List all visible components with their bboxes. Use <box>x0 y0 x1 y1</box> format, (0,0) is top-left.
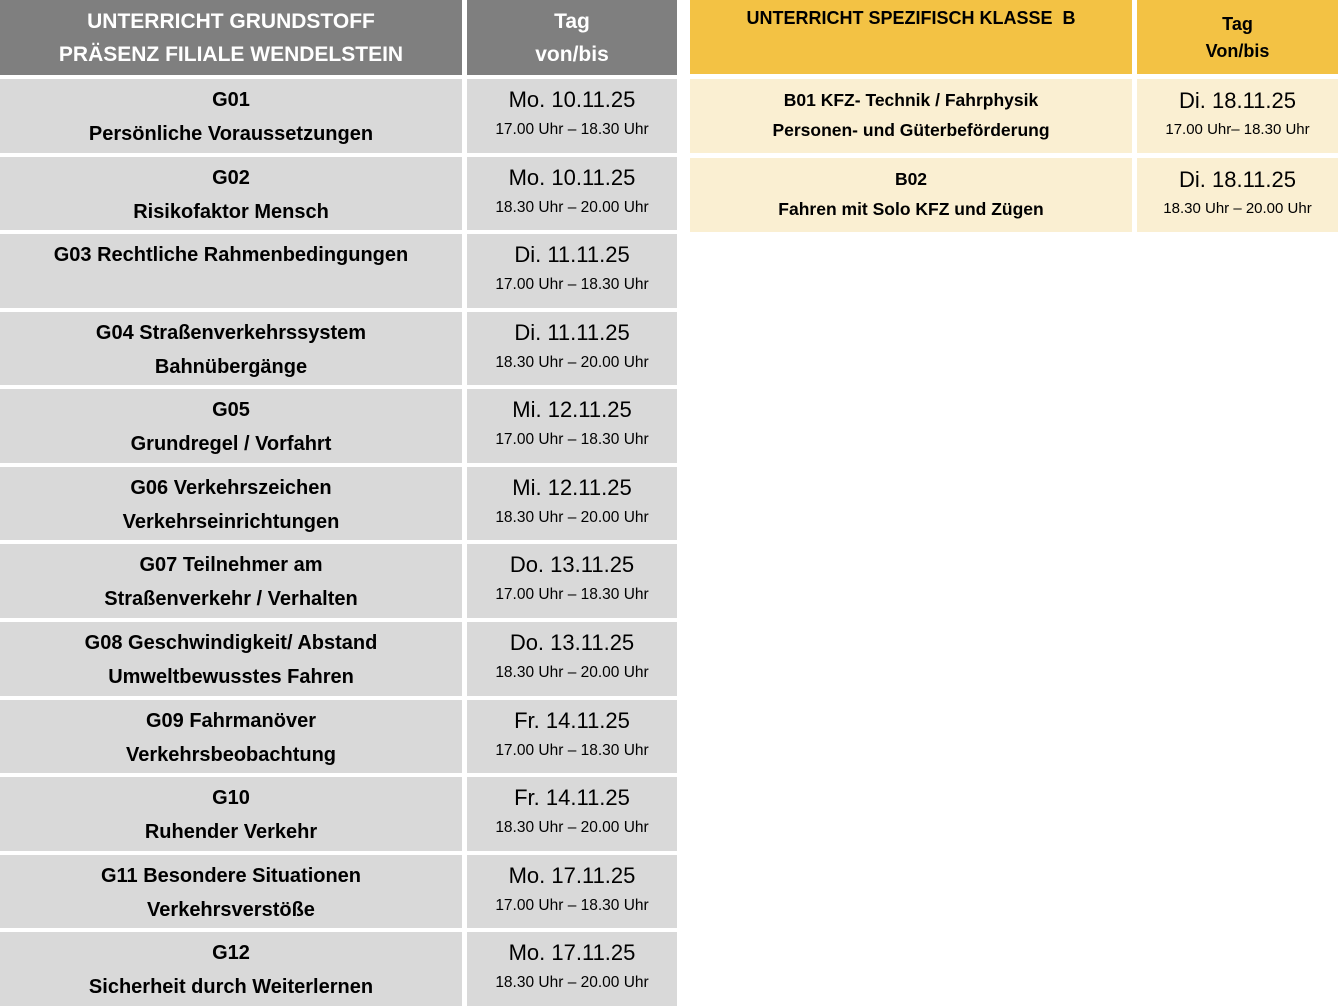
lesson-date-cell: Mo. 17.11.25 18.30 Uhr – 20.00 Uhr <box>467 932 677 1006</box>
table-row-b02 <box>690 158 1338 232</box>
lesson-topic-cell: G12 Sicherheit durch Weiterlernen <box>0 932 462 1006</box>
klasse-b-table <box>690 0 1338 232</box>
grundstoff-title-line2: PRÄSENZ FILIALE WENDELSTEIN <box>58 42 404 66</box>
table-row-g11 <box>0 855 677 929</box>
table-row-g06 <box>0 467 677 541</box>
table-row-g08 <box>0 622 677 696</box>
lesson-topic-cell: G11 Besondere Situationen Verkehrsverstöße <box>0 855 462 929</box>
grundstoff-title-line1: UNTERRICHT GRUNDSTOFF <box>87 9 375 33</box>
lesson-date-cell: Di. 11.11.25 17.00 Uhr – 18.30 Uhr <box>467 234 677 308</box>
lesson-topic-cell: G06 Verkehrszeichen Verkehrseinrichtungen <box>0 467 462 541</box>
lesson-date-cell: Mo. 10.11.25 18.30 Uhr – 20.00 Uhr <box>467 157 677 231</box>
table-row-g04 <box>0 312 677 386</box>
table-row-g12 <box>0 932 677 1006</box>
lesson-topic-cell: G10 Ruhender Verkehr <box>0 777 462 851</box>
lesson-topic-cell: B01 KFZ- Technik / Fahrphysik Personen- und Güterbeförderung <box>690 79 1132 153</box>
table-row-g09 <box>0 700 677 774</box>
grundstoff-table-header <box>0 0 677 75</box>
table-row-g03 <box>0 234 677 308</box>
table-row-g01 <box>0 79 677 153</box>
klasse-b-header-day-cell <box>1137 0 1338 74</box>
lesson-date-cell: Mo. 17.11.25 17.00 Uhr – 18.30 Uhr <box>467 855 677 929</box>
lesson-topic-cell: G09 Fahrmanöver Verkehrsbeobachtung <box>0 700 462 774</box>
table-row-g05 <box>0 389 677 463</box>
lesson-date-cell: Do. 13.11.25 18.30 Uhr – 20.00 Uhr <box>467 622 677 696</box>
grundstoff-day-header-line2: von/bis <box>535 42 609 66</box>
lesson-date-cell: Di. 18.11.25 17.00 Uhr– 18.30 Uhr <box>1137 79 1338 153</box>
lesson-topic-cell: G04 Straßenverkehrssystem Bahnübergänge <box>0 312 462 386</box>
klasse-b-header-title-cell <box>690 0 1132 74</box>
lesson-date-cell: Fr. 14.11.25 17.00 Uhr – 18.30 Uhr <box>467 700 677 774</box>
klasse-b-day-header-line2: Von/bis <box>1205 41 1270 61</box>
lesson-date-cell: Mi. 12.11.25 17.00 Uhr – 18.30 Uhr <box>467 389 677 463</box>
klasse-b-table-header <box>690 0 1338 74</box>
lesson-topic-cell: G01 Persönliche Voraussetzungen <box>0 79 462 153</box>
lesson-topic-cell: G07 Teilnehmer am Straßenverkehr / Verhalten <box>0 544 462 618</box>
lesson-topic-cell: G03 Rechtliche Rahmenbedingungen <box>0 234 462 308</box>
table-row-g10 <box>0 777 677 851</box>
lesson-date-cell: Di. 11.11.25 18.30 Uhr – 20.00 Uhr <box>467 312 677 386</box>
table-row-g02 <box>0 157 677 231</box>
lesson-date-cell: Mi. 12.11.25 18.30 Uhr – 20.00 Uhr <box>467 467 677 541</box>
klasse-b-title: UNTERRICHT SPEZIFISCH KLASSE B <box>746 8 1076 28</box>
grundstoff-header-day-cell <box>467 0 677 75</box>
lesson-topic-cell: G02 Risikofaktor Mensch <box>0 157 462 231</box>
lesson-date-cell: Fr. 14.11.25 18.30 Uhr – 20.00 Uhr <box>467 777 677 851</box>
table-row-b01 <box>690 79 1338 153</box>
lesson-date-cell: Di. 18.11.25 18.30 Uhr – 20.00 Uhr <box>1137 158 1338 232</box>
table-row-g07 <box>0 544 677 618</box>
lesson-date-cell: Mo. 10.11.25 17.00 Uhr – 18.30 Uhr <box>467 79 677 153</box>
lesson-topic-cell: B02 Fahren mit Solo KFZ und Zügen <box>690 158 1132 232</box>
grundstoff-header-title-cell <box>0 0 462 75</box>
lesson-topic-cell: G05 Grundregel / Vorfahrt <box>0 389 462 463</box>
klasse-b-day-header-line1: Tag <box>1222 14 1253 34</box>
lesson-topic-cell: G08 Geschwindigkeit/ Abstand Umweltbewusstes Fahren <box>0 622 462 696</box>
grundstoff-day-header-line1: Tag <box>554 9 590 33</box>
lesson-date-cell: Do. 13.11.25 17.00 Uhr – 18.30 Uhr <box>467 544 677 618</box>
